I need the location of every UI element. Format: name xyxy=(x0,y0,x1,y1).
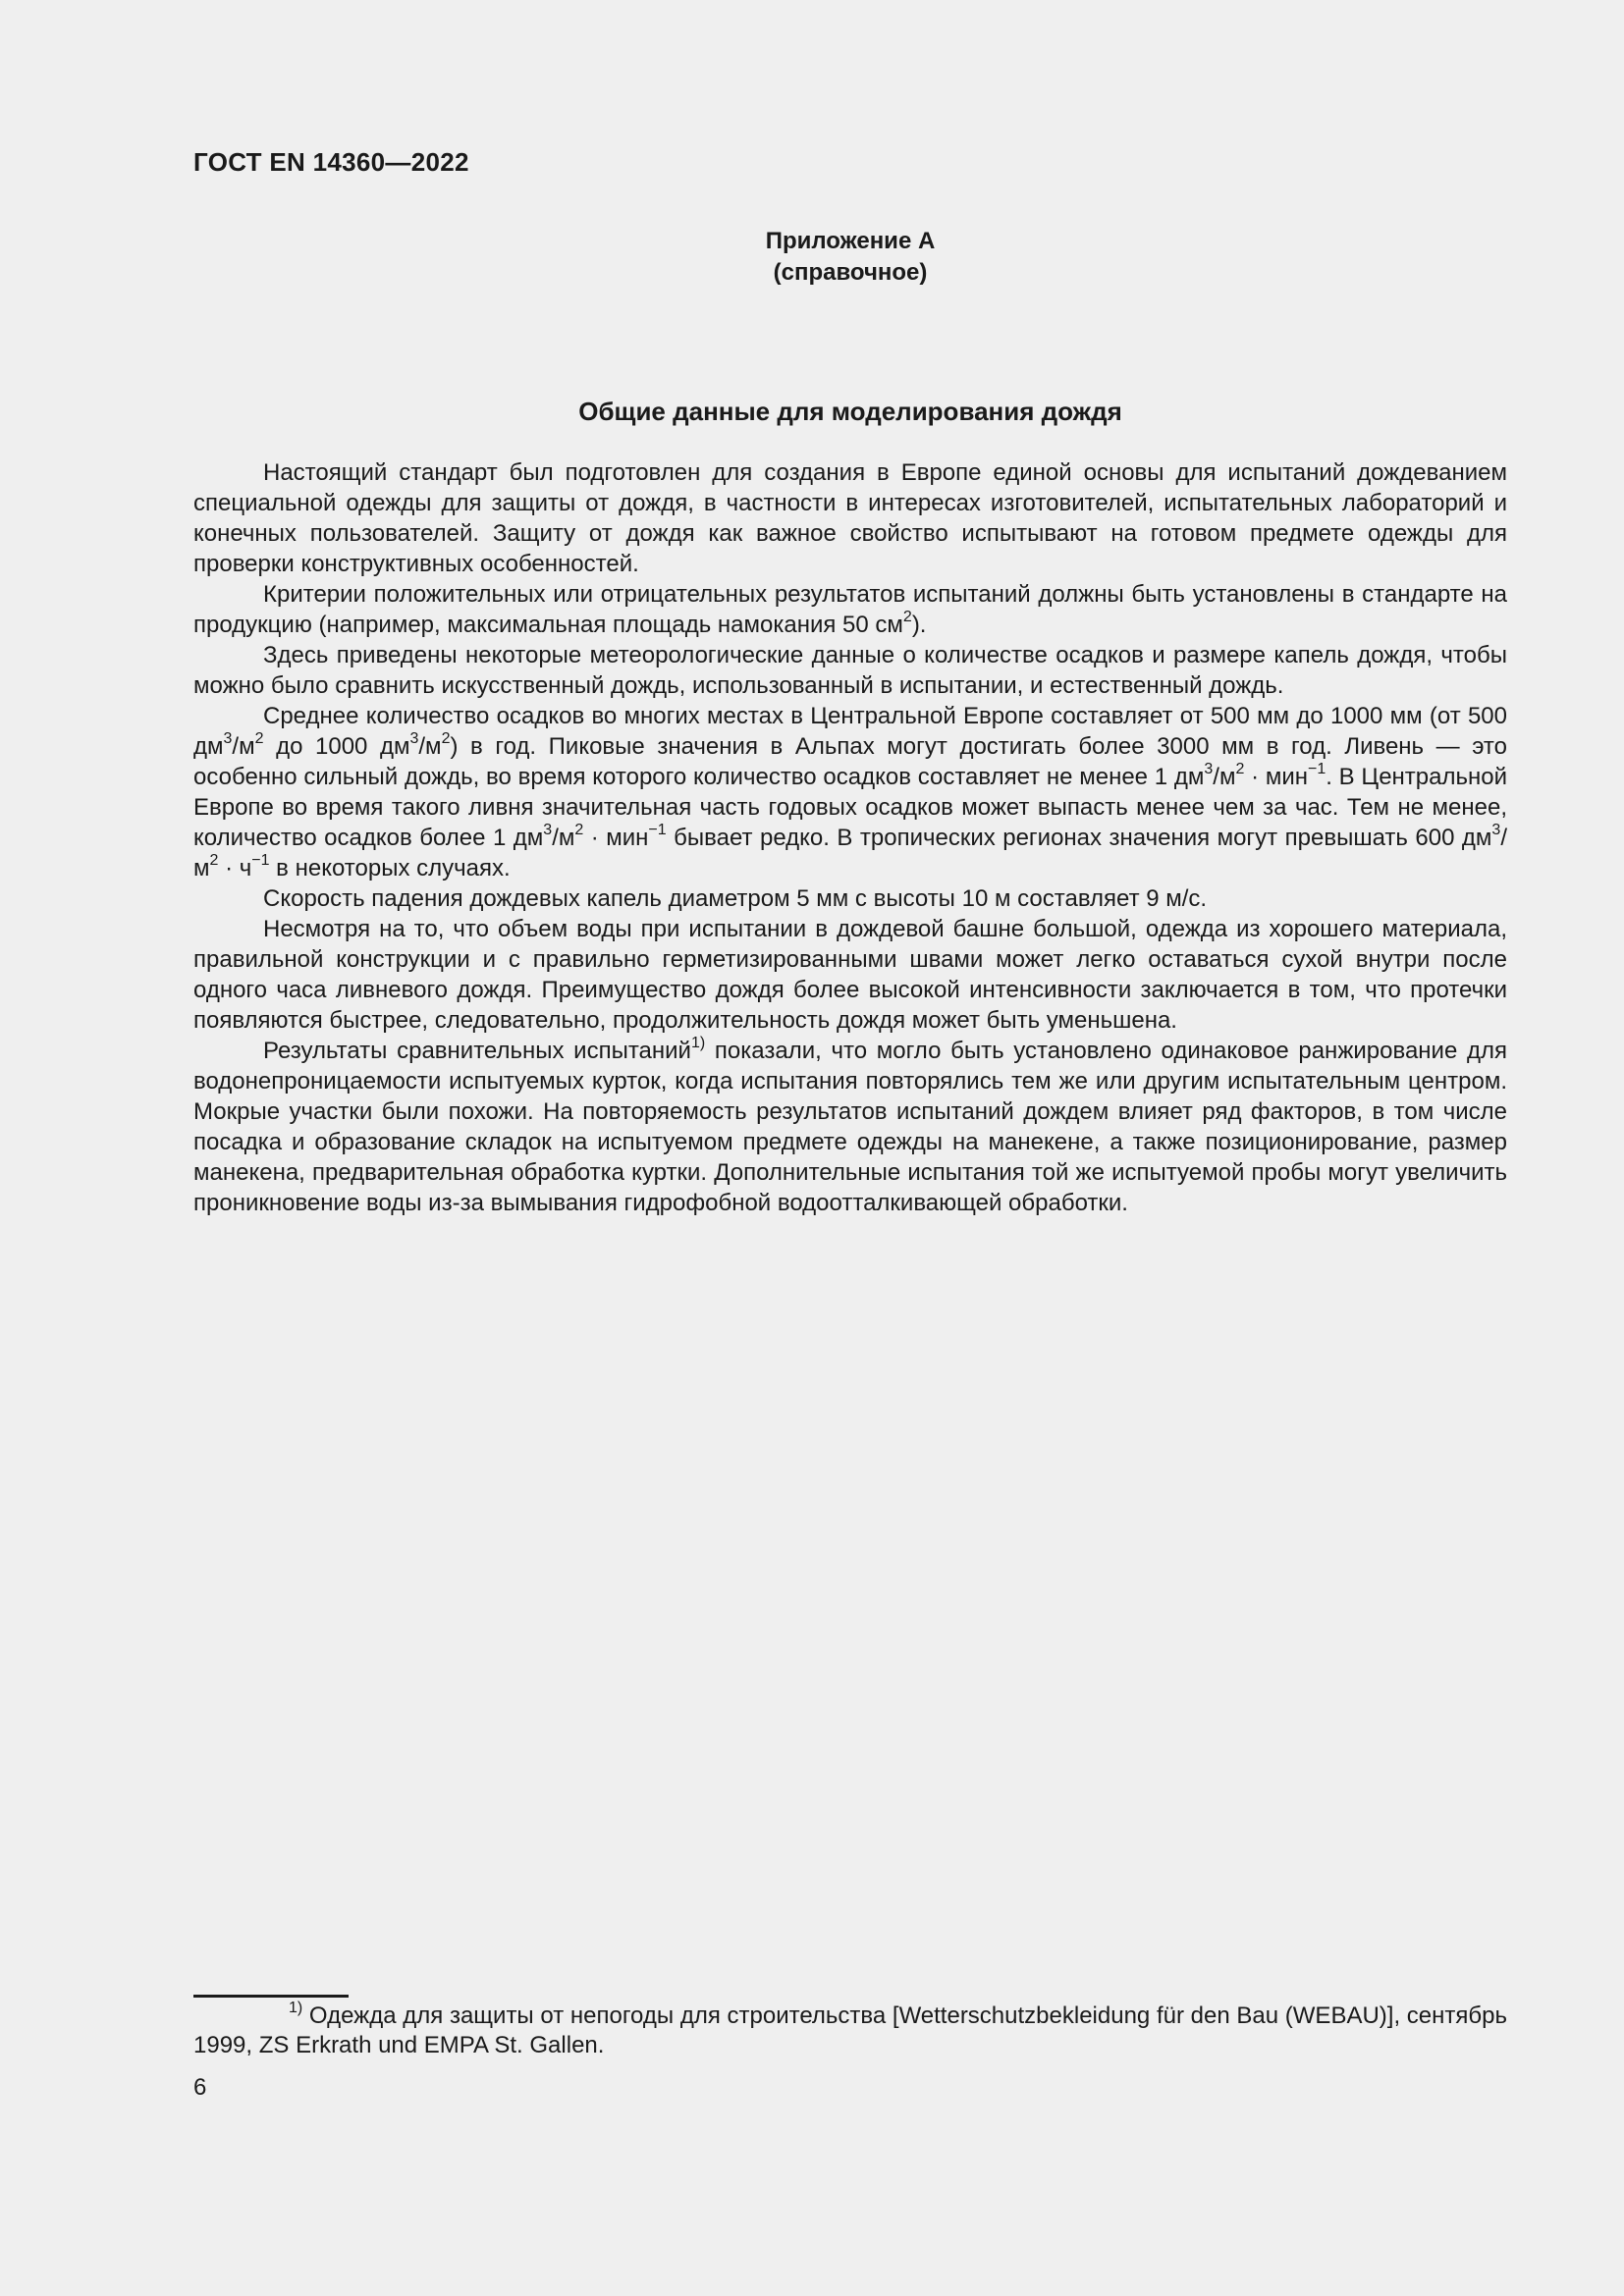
paragraph-4-text-k: бывает редко. В тропических регионах значения могут превышать 600 дм xyxy=(666,825,1492,851)
superscript: 2 xyxy=(1235,761,1245,777)
paragraph-7-text-b: показали, что могло быть установлено одинаковое ранжирование для водонепроницаемости испытуемых курток, когда испытания повторялись тем же или другим испытательным центром. Мокрые участки были похожи. На повторяемость результатов испытаний дождем влияет ряд факторов, в том числе посадка и образование складок на испытуемом предмете одежды на манекене, а также позиционирование, размер манекена, предварительная обработка куртки. Дополнительные испытания той же испытуемой пробы могут увеличить проникновение воды из-за вымывания гидрофобной водоотталкивающей обработки. xyxy=(193,1038,1507,1216)
paragraph-5-text: Скорость падения дождевых капель диаметром 5 мм с высоты 10 м составляет 9 м/с. xyxy=(263,885,1208,912)
paragraph-1 xyxy=(193,457,1507,579)
paragraph-2-text-a: Критерии положительных или отрицательных результатов испытаний должны быть установлены в стандарте на продукцию (например, максимальная площадь намокания 50 см xyxy=(193,581,1507,638)
superscript: 3 xyxy=(223,730,233,747)
paragraph-1-text: Настоящий стандарт был подготовлен для создания в Европе единой основы для испытаний дождеванием специальной одежды для защиты от дождя, в частности в интересах изготовителей, испытательных лабораторий и конечных пользователей. Защиту от дождя как важное свойство испытывают на готовом предмете одежды для проверки конструктивных особенностей. xyxy=(193,459,1507,577)
superscript: 2 xyxy=(209,852,219,869)
annex-title: Приложение А xyxy=(765,228,936,254)
superscript: 3 xyxy=(409,730,419,747)
paragraph-4 xyxy=(193,701,1507,883)
superscript: 2 xyxy=(441,730,451,747)
superscript: −1 xyxy=(1308,761,1326,777)
paragraph-4-text-c: до 1000 дм xyxy=(263,733,410,760)
paragraph-4-text-m: · ч xyxy=(218,855,252,881)
paragraph-4-text-d: /м xyxy=(418,733,442,760)
superscript: 2 xyxy=(574,822,584,838)
document-code: ГОСТ EN 14360—2022 xyxy=(193,147,469,177)
paragraph-7 xyxy=(193,1036,1507,1218)
superscript: −1 xyxy=(648,822,667,838)
section-title: Общие данные для моделирования дождя xyxy=(578,397,1122,426)
page-number: 6 xyxy=(193,2074,207,2101)
footnote-reference[interactable]: 1) xyxy=(690,1035,706,1051)
footnote xyxy=(193,2002,1507,2060)
annex-status: (справочное) xyxy=(773,259,928,286)
paragraph-4-text-g: · мин xyxy=(1244,764,1309,790)
paragraph-7-text-a: Результаты сравнительных испытаний xyxy=(263,1038,691,1064)
paragraph-4-text-j: · мин xyxy=(583,825,649,851)
paragraph-4-text-i: /м xyxy=(552,825,575,851)
paragraph-4-text-h: . В Центральной Европе во время такого ливня значительная часть годовых осадков может выпасть менее чем за час. Тем не менее, количество осадков более 1 дм xyxy=(193,764,1507,851)
paragraph-3-text: Здесь приведены некоторые метеорологические данные о количестве осадков и размере капель дождя, чтобы можно было сравнить искусственный дождь, использованный в испытании, и естественный дождь. xyxy=(193,642,1507,699)
footnote-1 xyxy=(193,2002,1507,2060)
footnote-text: Одежда для защиты от непогоды для строительства [Wetterschutzbekleidung für den Bau (WEBAU)], сентябрь 1999, ZS Erkrath und EMPA St. Gallen. xyxy=(193,2002,1507,2058)
paragraph-6 xyxy=(193,914,1507,1036)
paragraph-5 xyxy=(193,883,1507,914)
body-text xyxy=(193,457,1507,1218)
superscript: 2 xyxy=(254,730,264,747)
superscript: 2 xyxy=(902,609,912,625)
paragraph-3 xyxy=(193,640,1507,701)
paragraph-6-text: Несмотря на то, что объем воды при испытании в дождевой башне большой, одежда из хорошего материала, правильной конструкции и с правильно герметизированными швами может легко оставаться сухой внутри после одного часа ливневого дождя. Преимущество дождя более высокой интенсивности заключается в том, что протечки появляются быстрее, следовательно, продолжительность дождя может быть уменьшена. xyxy=(193,916,1507,1034)
superscript: 3 xyxy=(543,822,553,838)
superscript: −1 xyxy=(251,852,270,869)
superscript: 3 xyxy=(1491,822,1501,838)
paragraph-4-text-n: в некоторых случаях. xyxy=(269,855,511,881)
annex-heading xyxy=(193,226,1507,289)
paragraph-4-text-e: ) в год. Пиковые значения в Альпах могут достигать более 3000 мм в год. Ливень — это особенно сильный дождь, во время которого количество осадков составляет не менее 1 дм xyxy=(193,733,1508,790)
footnote-divider xyxy=(193,1995,349,1998)
paragraph-2-text-b: ). xyxy=(911,612,927,638)
footnote-mark: 1) xyxy=(289,2000,303,2016)
paragraph-4-text-f: /м xyxy=(1213,764,1236,790)
paragraph-2 xyxy=(193,579,1507,640)
paragraph-4-text-l: /м xyxy=(193,825,1507,881)
paragraph-4-text-b: /м xyxy=(232,733,255,760)
paragraph-4-text-a: Среднее количество осадков во многих местах в Центральной Европе составляет от 500 мм до 1000 мм (от 500 дм xyxy=(193,703,1507,760)
superscript: 3 xyxy=(1204,761,1214,777)
